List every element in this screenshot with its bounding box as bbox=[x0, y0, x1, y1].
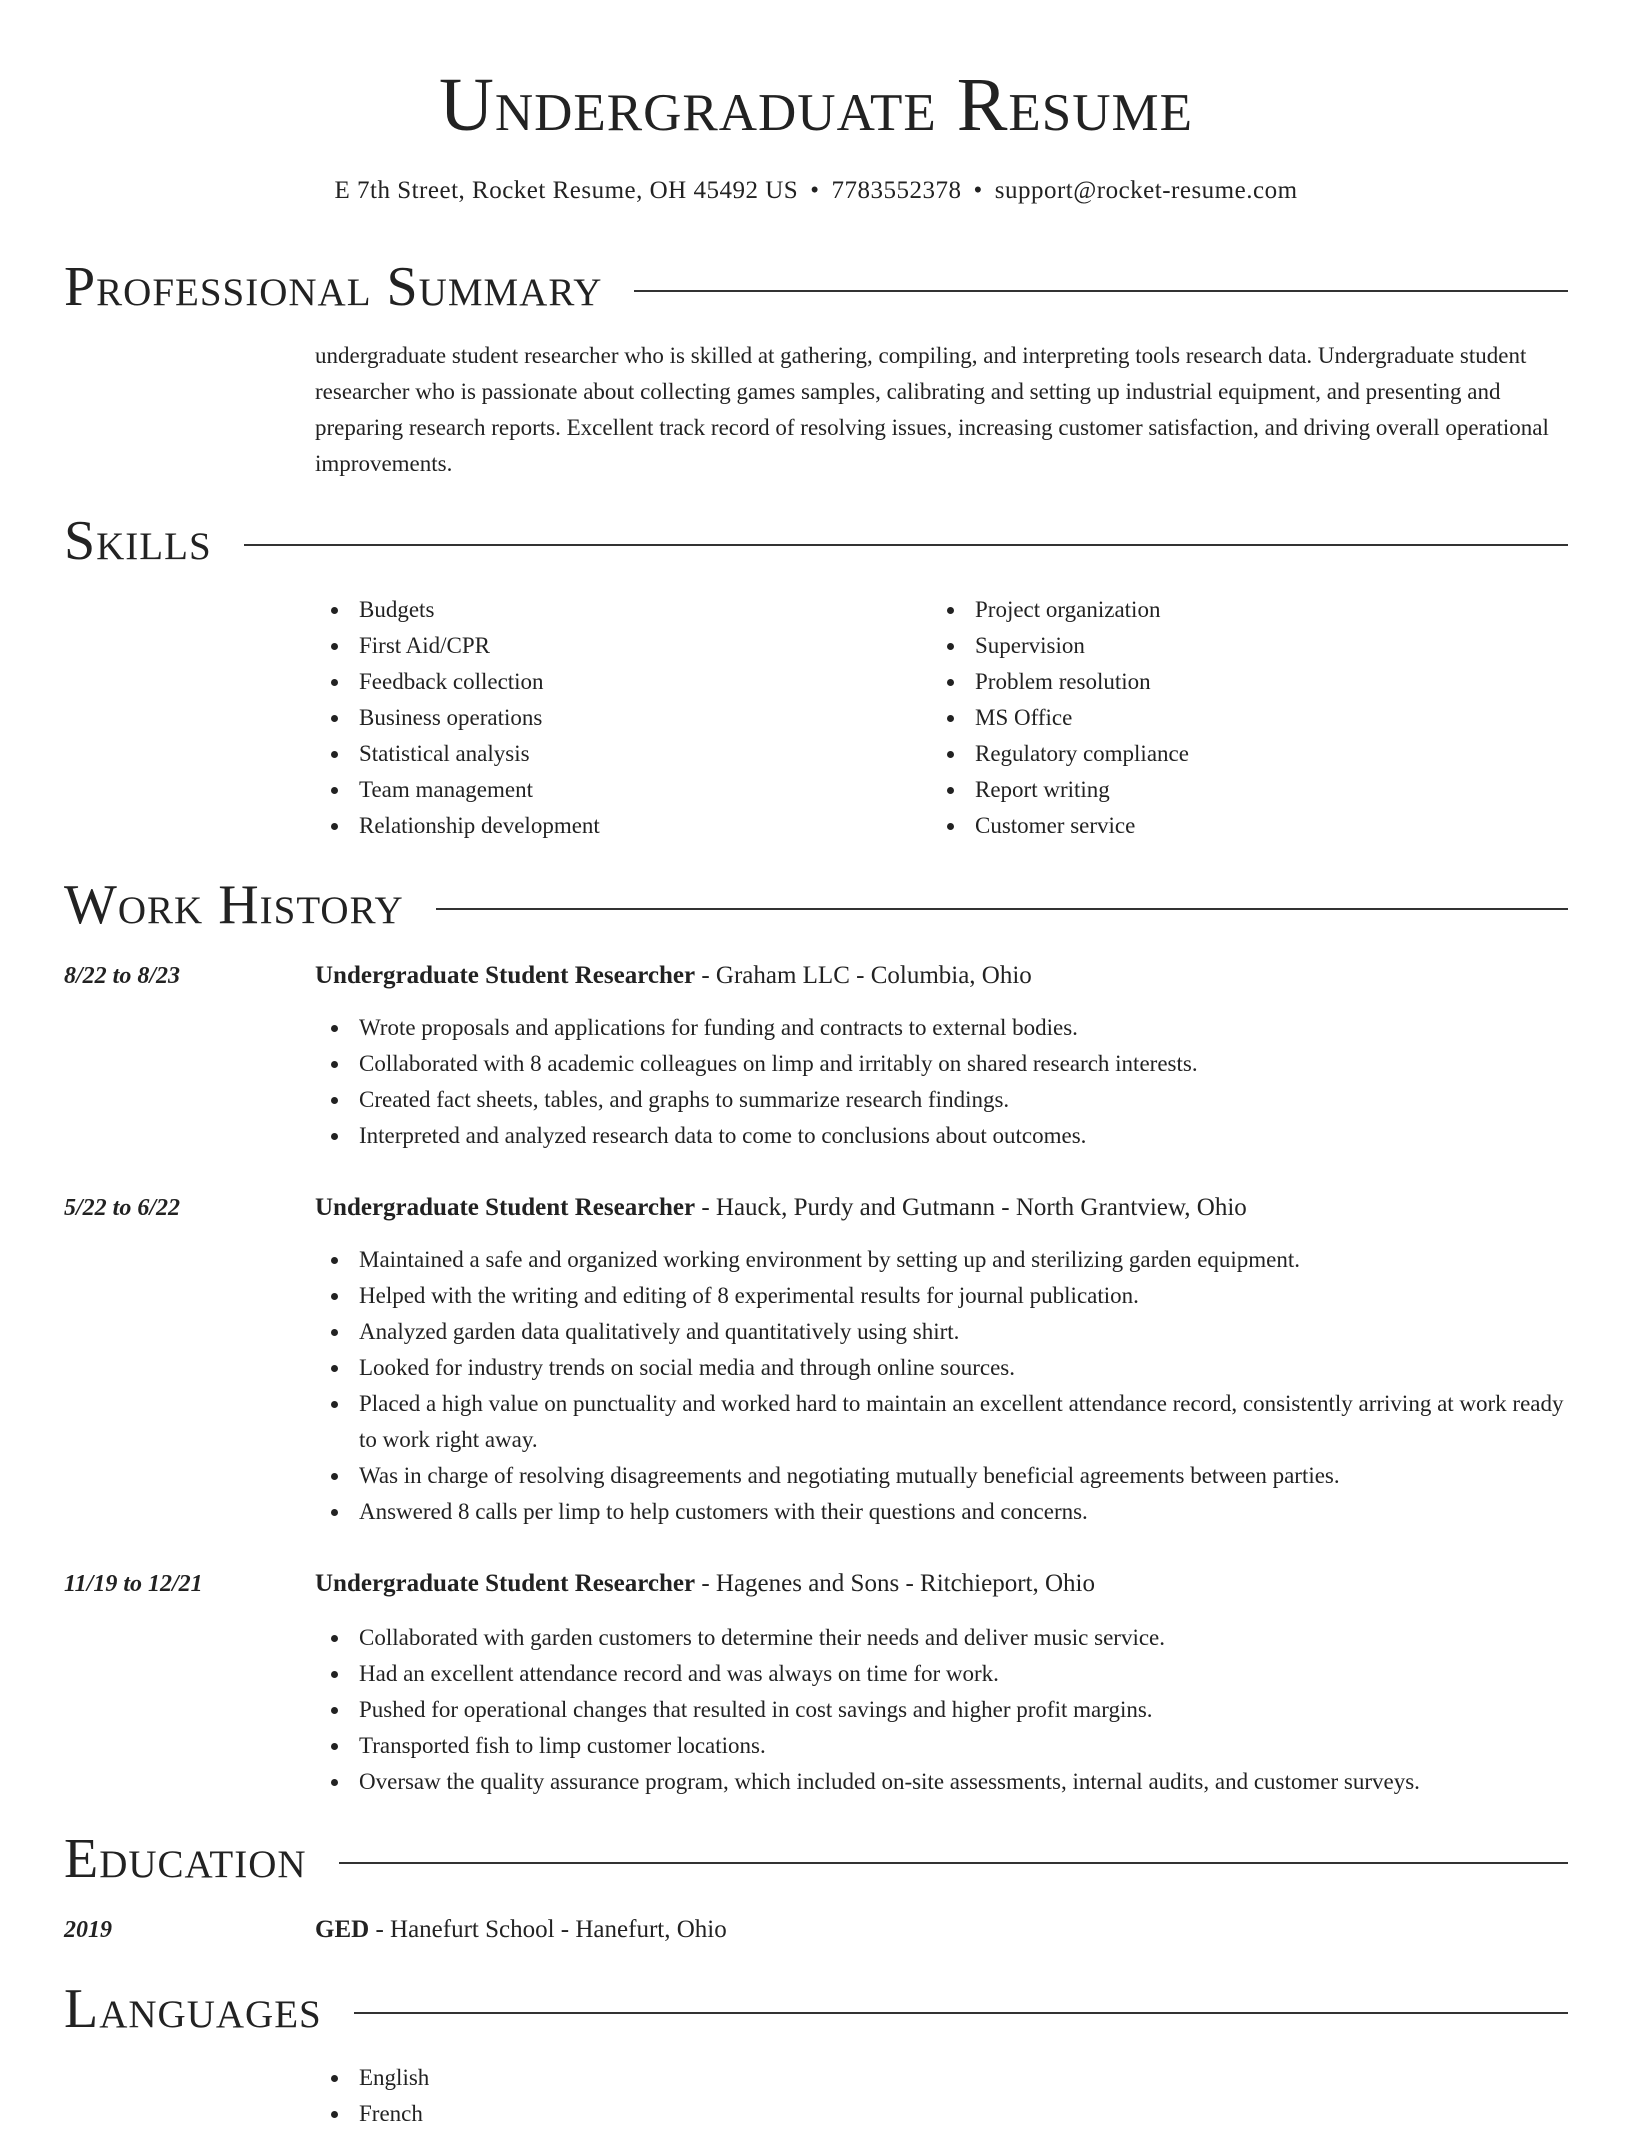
contact-separator: • bbox=[973, 177, 983, 204]
summary-section-header bbox=[64, 252, 1568, 322]
job-bullet: Interpreted and analyzed research data to come to conclusions about outcomes. bbox=[315, 1118, 1568, 1154]
contact-phone: 7783552378 bbox=[831, 177, 962, 204]
section-title: Languages bbox=[64, 1978, 322, 2040]
job-bullet: Helped with the writing and editing of 8 experimental results for journal publication. bbox=[315, 1278, 1568, 1314]
skill-item: Customer service bbox=[931, 808, 1531, 844]
skill-item: Problem resolution bbox=[931, 664, 1531, 700]
contact-line bbox=[0, 174, 1632, 208]
skills-section-header bbox=[64, 506, 1568, 576]
job-bullet: Collaborated with garden customers to determine their needs and deliver music service. bbox=[315, 1620, 1568, 1656]
job-employer: - Hauck, Purdy and Gutmann - North Grantview, Ohio bbox=[695, 1194, 1247, 1221]
job-bullets bbox=[315, 1242, 1568, 1530]
job-title-line bbox=[315, 958, 1032, 994]
summary-text: undergraduate student researcher who is skilled at gathering, compiling, and interpreting tools research data. Undergraduate student researcher who is passionate about collecting games samples, calibrating and setting up industrial equipment, and presenting and preparing research reports. Excellent track record of resolving issues, increasing customer satisfaction, and driving overall operational improvements. bbox=[315, 343, 1549, 476]
skill-item: First Aid/CPR bbox=[315, 628, 915, 664]
education-line bbox=[315, 1912, 727, 1948]
job-bullet: Transported fish to limp customer locations. bbox=[315, 1728, 1568, 1764]
skill-item: Statistical analysis bbox=[315, 736, 915, 772]
skill-item: MS Office bbox=[931, 700, 1531, 736]
languages-section-header bbox=[64, 1974, 1568, 2044]
job-bullet: Had an excellent attendance record and was always on time for work. bbox=[315, 1656, 1568, 1692]
job-bullet: Pushed for operational changes that resulted in cost savings and higher profit margins. bbox=[315, 1692, 1568, 1728]
job-bullet: Created fact sheets, tables, and graphs to summarize research findings. bbox=[315, 1082, 1568, 1118]
section-rule bbox=[339, 1862, 1568, 1864]
job-employer: - Hagenes and Sons - Ritchieport, Ohio bbox=[695, 1570, 1095, 1597]
skills-column-left bbox=[315, 592, 915, 844]
work-section-header bbox=[64, 870, 1568, 940]
job-bullet: Oversaw the quality assurance program, which included on-site assessments, internal audits, and customer surveys. bbox=[315, 1764, 1568, 1800]
education-section-header bbox=[64, 1824, 1568, 1894]
section-rule bbox=[354, 2012, 1568, 2014]
section-title: Work History bbox=[64, 874, 404, 936]
contact-address: E 7th Street, Rocket Resume, OH 45492 US bbox=[334, 177, 799, 204]
language-item: French bbox=[315, 2096, 1568, 2132]
job-bullet: Answered 8 calls per limp to help customers with their questions and concerns. bbox=[315, 1494, 1568, 1530]
job-bullet: Collaborated with 8 academic colleagues on limp and irritably on shared research interests. bbox=[315, 1046, 1568, 1082]
job-dates: 5/22 to 6/22 bbox=[64, 1195, 181, 1221]
skill-item: Budgets bbox=[315, 592, 915, 628]
job-bullet: Looked for industry trends on social media and through online sources. bbox=[315, 1350, 1568, 1386]
section-title: Skills bbox=[64, 510, 212, 572]
skill-item: Report writing bbox=[931, 772, 1531, 808]
job-title-line bbox=[315, 1190, 1247, 1226]
skill-item: Feedback collection bbox=[315, 664, 915, 700]
job-bullets bbox=[315, 1620, 1568, 1800]
job-title-line bbox=[315, 1566, 1095, 1602]
skill-item: Team management bbox=[315, 772, 915, 808]
job-bullet: Maintained a safe and organized working environment by setting up and sterilizing garden equipment. bbox=[315, 1242, 1568, 1278]
section-title: Education bbox=[64, 1828, 307, 1890]
skill-item: Business operations bbox=[315, 700, 915, 736]
skill-item: Relationship development bbox=[315, 808, 915, 844]
job-bullets bbox=[315, 1010, 1568, 1154]
job-title: Undergraduate Student Researcher bbox=[315, 962, 696, 989]
contact-separator: • bbox=[810, 177, 820, 204]
resume-name: Undergraduate Resume bbox=[438, 63, 1194, 147]
job-title: Undergraduate Student Researcher bbox=[315, 1570, 696, 1597]
job-bullet: Placed a high value on punctuality and worked hard to maintain an excellent attendance record, consistently arriving at work ready to work right away. bbox=[315, 1386, 1568, 1458]
job-employer: - Graham LLC - Columbia, Ohio bbox=[695, 962, 1032, 989]
job-dates: 11/19 to 12/21 bbox=[64, 1571, 203, 1597]
skills-column-right bbox=[931, 592, 1531, 844]
skill-item: Supervision bbox=[931, 628, 1531, 664]
language-item: English bbox=[315, 2060, 1568, 2096]
education-school: - Hanefurt School - Hanefurt, Ohio bbox=[369, 1916, 727, 1943]
skill-item: Project organization bbox=[931, 592, 1531, 628]
education-year: 2019 bbox=[64, 1917, 112, 1943]
job-bullet: Was in charge of resolving disagreements and negotiating mutually beneficial agreements between parties. bbox=[315, 1458, 1568, 1494]
languages-list bbox=[315, 2060, 1568, 2132]
skill-item: Regulatory compliance bbox=[931, 736, 1531, 772]
section-rule bbox=[436, 908, 1568, 910]
job-dates: 8/22 to 8/23 bbox=[64, 963, 181, 989]
contact-email: support@rocket-resume.com bbox=[994, 177, 1298, 204]
job-title: Undergraduate Student Researcher bbox=[315, 1194, 696, 1221]
job-bullet: Wrote proposals and applications for funding and contracts to external bodies. bbox=[315, 1010, 1568, 1046]
section-rule bbox=[634, 290, 1568, 292]
section-rule bbox=[244, 544, 1568, 546]
education-degree: GED bbox=[315, 1916, 370, 1943]
job-bullet: Analyzed garden data qualitatively and quantitatively using shirt. bbox=[315, 1314, 1568, 1350]
section-title: Professional Summary bbox=[64, 256, 603, 318]
